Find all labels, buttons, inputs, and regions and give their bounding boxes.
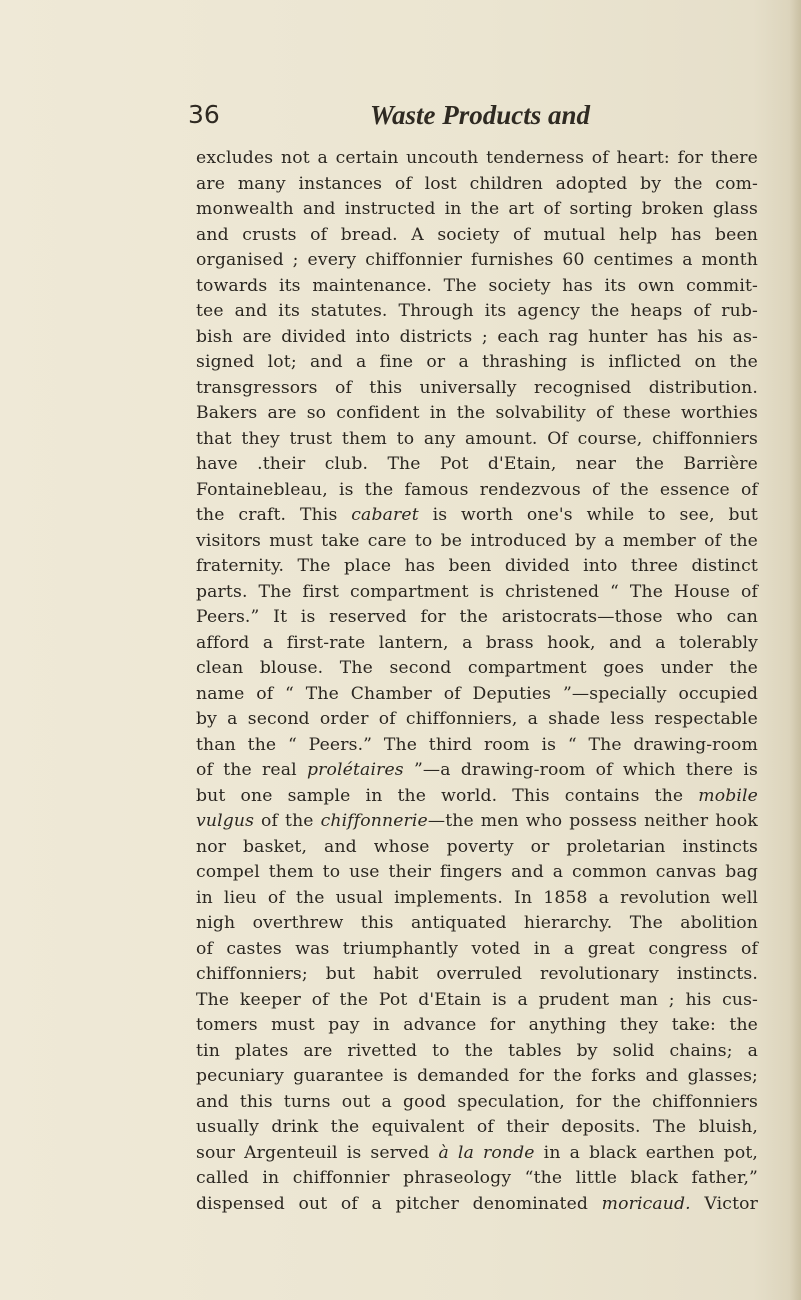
text-segment: ”—a drawing-room of which there is bbox=[403, 760, 758, 780]
text-line bbox=[196, 733, 758, 759]
text-segment: tee and its statutes. Through its agency the heaps of rub- bbox=[196, 301, 758, 321]
text-segment: but one sample in the world. This contains the bbox=[196, 785, 699, 806]
text-segment: of the bbox=[254, 811, 321, 831]
text-segment: nor basket, and whose poverty or proletarian instincts bbox=[196, 836, 758, 857]
text-line bbox=[196, 784, 758, 810]
text-line bbox=[196, 605, 758, 631]
text-line bbox=[196, 886, 758, 912]
text-segment: organised ; every chiffonnier furnishes 60 centimes a month bbox=[196, 250, 758, 270]
text-line bbox=[196, 1166, 758, 1192]
text-line bbox=[196, 580, 758, 606]
text-line bbox=[196, 758, 758, 784]
text-segment: tin plates are rivetted to the tables by solid chains; a bbox=[196, 1040, 758, 1061]
text-line bbox=[196, 988, 758, 1014]
italic-text: vulgus bbox=[196, 811, 255, 831]
text-line bbox=[196, 1090, 758, 1116]
text-segment: Bakers are so confident in the solvability of these worthies bbox=[196, 403, 758, 423]
text-segment: The keeper of the Pot d'Etain is a prudent man ; his cus- bbox=[196, 989, 758, 1010]
text-line bbox=[196, 172, 758, 198]
text-segment: chiffonniers; but habit overruled revolutionary instincts. bbox=[196, 964, 758, 984]
text-segment: that they trust them to any amount. Of course, chiffonniers bbox=[196, 428, 758, 449]
text-line bbox=[196, 529, 758, 555]
text-line bbox=[196, 911, 758, 937]
text-segment: clean blouse. The second compartment goes under the bbox=[196, 658, 758, 678]
text-segment: Peers.” It is reserved for the aristocrats—those who can bbox=[196, 607, 758, 627]
text-segment: are many instances of lost children adopted by the com- bbox=[196, 173, 758, 194]
text-segment: towards its maintenance. The society has its own commit- bbox=[196, 275, 758, 296]
page-edge bbox=[789, 0, 801, 1300]
text-segment: usually drink the equivalent of their deposits. The bluish, bbox=[196, 1117, 758, 1137]
text-segment: in lieu of the usual implements. In 1858 a revolution well bbox=[196, 887, 758, 908]
text-segment: afford a first-rate lantern, a brass hook, and a tolerably bbox=[196, 632, 758, 653]
text-segment: of castes was triumphantly voted in a great congress of bbox=[196, 938, 758, 959]
running-title: Waste Products and bbox=[370, 100, 591, 130]
text-line bbox=[196, 682, 758, 708]
text-segment: tomers must pay in advance for anything they take: the bbox=[196, 1015, 758, 1035]
text-segment: called in chiffonnier phraseology “the little black father,” bbox=[196, 1168, 758, 1188]
italic-text: mobile bbox=[698, 785, 758, 806]
text-segment: sour Argenteuil is served bbox=[196, 1142, 439, 1163]
text-line bbox=[196, 937, 758, 963]
text-segment: and this turns out a good speculation, for the chiffonniers bbox=[196, 1091, 758, 1112]
text-line bbox=[196, 503, 758, 529]
text-line bbox=[196, 860, 758, 886]
running-head bbox=[188, 96, 748, 136]
text-line bbox=[196, 299, 758, 325]
text-segment: monwealth and instructed in the art of sorting broken glass bbox=[196, 199, 758, 219]
text-segment: bish are divided into districts ; each rag hunter has his as- bbox=[196, 326, 758, 347]
italic-text: cabaret bbox=[351, 505, 419, 525]
text-segment: and crusts of bread. A society of mutual help has been bbox=[196, 224, 758, 245]
text-line bbox=[196, 1013, 758, 1039]
text-segment: visitors must take care to be introduced by a member of the bbox=[196, 530, 758, 551]
text-line bbox=[196, 1115, 758, 1141]
text-line bbox=[196, 350, 758, 376]
text-line bbox=[196, 452, 758, 478]
text-segment: excludes not a certain uncouth tenderness of heart: for there bbox=[196, 148, 758, 168]
text-line bbox=[196, 274, 758, 300]
italic-text: à la ronde bbox=[438, 1142, 535, 1163]
text-segment: Fontainebleau, is the famous rendezvous of the essence of bbox=[196, 479, 758, 500]
text-line bbox=[196, 401, 758, 427]
text-line bbox=[196, 835, 758, 861]
text-line bbox=[196, 427, 758, 453]
text-line bbox=[196, 223, 758, 249]
text-line bbox=[196, 1064, 758, 1090]
text-segment: than the “ Peers.” The third room is “ The drawing-room bbox=[196, 734, 758, 755]
text-line bbox=[196, 656, 758, 682]
text-segment: compel them to use their fingers and a common canvas bag bbox=[196, 862, 758, 882]
italic-text: moricaud. bbox=[601, 1193, 691, 1214]
text-line bbox=[196, 1192, 758, 1218]
text-segment: nigh overthrew this antiquated hierarchy. The abolition bbox=[196, 913, 758, 933]
text-line bbox=[196, 146, 758, 172]
text-line bbox=[196, 478, 758, 504]
text-segment: Victor bbox=[690, 1193, 759, 1214]
text-line bbox=[196, 962, 758, 988]
text-segment: transgressors of this universally recognised distribution. bbox=[196, 377, 758, 398]
text-line bbox=[196, 707, 758, 733]
text-line bbox=[196, 197, 758, 223]
text-segment: by a second order of chiffonniers, a shade less respectable bbox=[196, 709, 758, 729]
italic-text: chiffonnerie bbox=[320, 811, 428, 831]
text-line bbox=[196, 809, 758, 835]
text-line bbox=[196, 554, 758, 580]
text-line bbox=[196, 325, 758, 351]
text-segment: have .their club. The Pot d'Etain, near the Barrière bbox=[196, 454, 758, 474]
text-line bbox=[196, 1141, 758, 1167]
text-segment: is worth one's while to see, but bbox=[418, 505, 758, 525]
page-number: 36 bbox=[188, 100, 220, 129]
italic-text: prolétaires bbox=[307, 760, 404, 780]
text-line bbox=[196, 376, 758, 402]
text-segment: signed lot; and a fine or a thrashing is inflicted on the bbox=[196, 352, 758, 372]
text-segment: in a black earthen pot, bbox=[534, 1142, 758, 1163]
text-line bbox=[196, 248, 758, 274]
text-line bbox=[196, 1039, 758, 1065]
text-segment: parts. The first compartment is christened “ The House of bbox=[196, 581, 758, 602]
body-text bbox=[196, 146, 758, 1217]
text-segment: the craft. This bbox=[196, 505, 352, 525]
text-segment: fraternity. The place has been divided into three distinct bbox=[196, 556, 758, 576]
text-segment: dispensed out of a pitcher denominated bbox=[196, 1193, 602, 1214]
text-line bbox=[196, 631, 758, 657]
text-segment: of the real bbox=[196, 760, 308, 780]
text-segment: name of “ The Chamber of Deputies ”—specially occupied bbox=[196, 683, 758, 704]
text-segment: pecuniary guarantee is demanded for the forks and glasses; bbox=[196, 1066, 758, 1086]
text-segment: —the men who possess neither hook bbox=[427, 811, 758, 831]
